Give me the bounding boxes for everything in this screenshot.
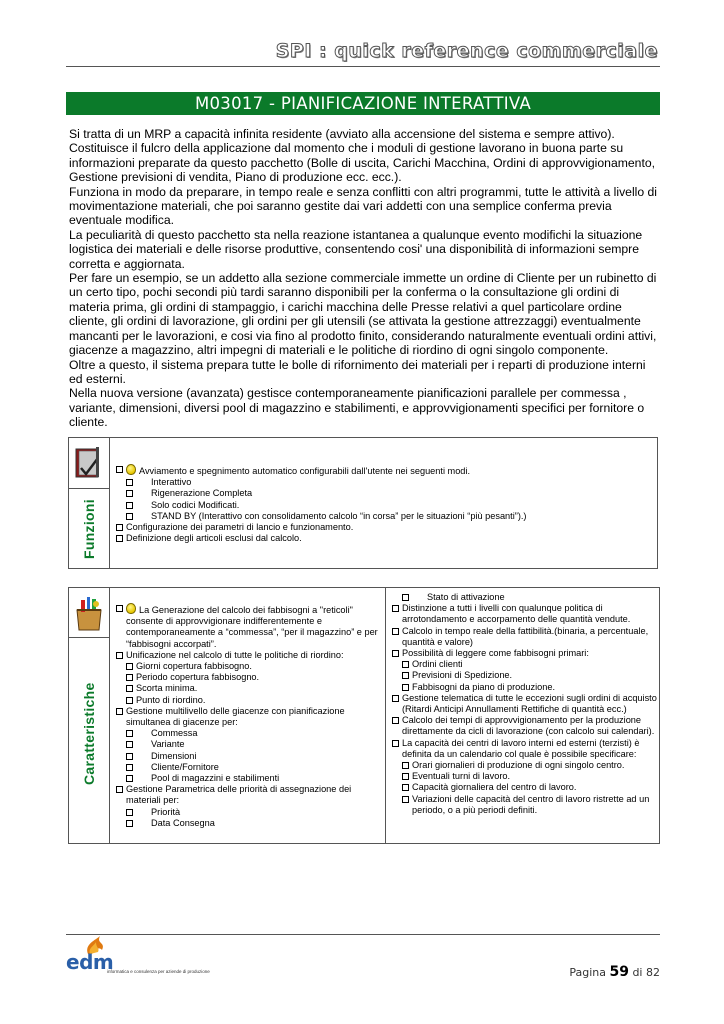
checkbox-icon <box>126 674 133 681</box>
list-item <box>115 773 381 784</box>
funzioni-box <box>68 437 658 569</box>
list-item <box>115 603 381 650</box>
list-item-text: Variazioni delle capacità del centro di lavoro ristrette ad un periodo, o a più periodi definiti. <box>412 793 650 815</box>
list-item <box>391 760 657 771</box>
list-item-text: STAND BY (Interattivo con consolidamento calcolo “in corsa” per le situazioni “più pesanti”).) <box>151 510 527 521</box>
list-item-text: La Generazione del calcolo dei fabbisogni a "reticoli" consente di approvvigionare indifferentemente e contemporaneamente a “commessa”, “per il magazzino” e per “fabbisogni accorpati”. <box>126 605 378 649</box>
list-item-text: Distinzione a tutti i livelli con qualunque politica di arrotondamento e accorpamento delle quantità vendute. <box>402 603 631 625</box>
checkbox-icon <box>402 762 409 769</box>
checkbox-icon <box>126 697 133 704</box>
checkbox-icon <box>116 605 123 612</box>
checkbox-icon <box>126 809 133 816</box>
header-title: SPI : quick reference commerciale <box>275 40 658 62</box>
list-item <box>115 488 655 499</box>
intro-text <box>69 127 661 430</box>
funzioni-list <box>115 464 655 544</box>
checkbox-icon <box>116 708 123 715</box>
funzioni-label: Funzioni <box>81 499 97 559</box>
list-item <box>115 661 381 672</box>
list-item-text: Data Consegna <box>151 817 215 828</box>
list-item-text: Calcolo dei tempi di approvvigionamento per la produzione direttamente da cicli di lavorazione (con calcolo sui calendari). <box>402 715 655 737</box>
list-item-text: Definizione degli articoli esclusi dal calcolo. <box>126 533 302 544</box>
caratteristiche-right-list <box>391 592 657 816</box>
list-item <box>115 650 381 661</box>
checkbox-icon <box>402 672 409 679</box>
list-item <box>115 522 655 533</box>
list-item-text: Gestione Parametrica delle priorità di assegnazione dei materiali per: <box>126 784 352 806</box>
list-item-text: Eventuali turni di lavoro. <box>412 771 511 782</box>
list-item-text: Configurazione dei parametri di lancio e funzionamento. <box>126 522 354 533</box>
intro-paragraph: Si tratta di un MRP a capacità infinita residente (avviato alla accensione del sistema e sempre attivo). <box>69 127 615 141</box>
list-item <box>115 762 381 773</box>
list-item-text: Calcolo in tempo reale della fattibilità.(binaria, a percentuale, quantità e valore) <box>402 625 649 647</box>
list-item-text: Interattivo <box>151 477 192 488</box>
list-item-text: Rigenerazione Completa <box>151 488 253 499</box>
list-item <box>391 693 657 715</box>
list-item <box>115 706 381 728</box>
list-item-text: Commessa <box>151 728 198 739</box>
checkbox-icon <box>116 786 123 793</box>
list-item <box>391 648 657 659</box>
section-banner: M03017 - PIANIFICAZIONE INTERATTIVA <box>66 92 660 115</box>
checkbox-icon <box>126 685 133 692</box>
caratteristiche-side <box>69 588 110 843</box>
checkbox-icon <box>126 490 133 497</box>
intro-paragraph: Per fare un esempio, se un addetto alla sezione commerciale immette un ordine di Cliente per un rubinetto di un certo tipo, pochi secondi più tardi saranno disponibili per la conferma o la consultazione gli ordini di materia prima, gli ordini di stampaggio, i carichi macchina delle Presse relativi a quel particolare ordine cliente, gli ordini di lavorazione, gli ordini per gli utensili (se attivata la gestione attrezzaggi) eventualmente mancanti per le lavorazioni, e cosi via fino al prodotto finito, considerando naturalmente eventuali ordini attivi, giacenze a magazzino, altri impegni di materiali e le politiche di riordino di ogni singolo componente. <box>69 271 657 358</box>
list-item-text: Gestione multilivello delle giacenze con pianificazione simultanea di giacenze per: <box>126 705 345 728</box>
checkbox-icon <box>126 513 133 520</box>
intro-paragraph: Costituisce il fulcro della applicazione dal momento che i moduli di gestione lavorano in buona parte su informazioni preparate da questo pacchetto (Bolle di uscita, Carichi Macchina, Ordini di approvvigionamento, Gestione previsioni di vendita, Piano di produzione ecc. ecc.). <box>69 141 655 185</box>
checkbox-icon <box>126 741 133 748</box>
intro-paragraph: Funziona in modo da preparare, in tempo reale e senza conflitti con altri programmi, tutte le attività a livello di movimentazione materiali, che poi saranno gestite dai vari addetti con una semplice conferma previa eventuale modifica. <box>69 184 658 228</box>
list-item <box>115 464 655 477</box>
list-item-text: Avviamento e spegnimento automatico configurabili dall'utente nei seguenti modi. <box>139 466 471 476</box>
checkbox-icon <box>126 753 133 760</box>
checkbox-icon <box>126 764 133 771</box>
checkbox-icon <box>402 594 409 601</box>
list-item-text: Giorni copertura fabbisogno. <box>136 661 252 672</box>
list-item-text: Unificazione nel calcolo di tutte le politiche di riordino: <box>126 649 344 660</box>
checkbox-icon <box>392 650 399 657</box>
list-item-text: Scorta minima. <box>136 683 198 694</box>
checkbox-icon <box>402 784 409 791</box>
checkbox-icon <box>126 479 133 486</box>
list-item <box>391 715 657 737</box>
intro-paragraph: Nella nuova versione (avanzata) gestisce contemporaneamente pianificazioni parallele per commessa , variante, dimensioni, diversi pool di magazzino e stabilimenti, e approvvigionamenti specifici per fornitore o cliente. <box>69 386 645 430</box>
checkbox-icon <box>402 661 409 668</box>
checkbox-icon <box>392 695 399 702</box>
checkbox-icon <box>392 628 399 635</box>
list-item <box>115 739 381 750</box>
list-item-text: Dimensioni <box>151 750 197 761</box>
list-item <box>115 533 655 544</box>
checkbox-icon <box>116 524 123 531</box>
list-item <box>391 626 657 648</box>
checkbox-icon <box>116 652 123 659</box>
list-item-text: Variante <box>151 739 185 750</box>
list-item <box>391 682 657 693</box>
caratteristiche-left-list <box>115 603 381 829</box>
list-item-text: Orari giornalieri di produzione di ogni singolo centro. <box>412 760 625 771</box>
list-item <box>115 807 381 818</box>
list-item-text: Stato di attivazione <box>427 592 505 602</box>
lightbulb-icon <box>126 464 136 475</box>
caratteristiche-label: Caratteristiche <box>81 682 97 786</box>
column-divider <box>385 588 386 843</box>
list-item <box>391 771 657 782</box>
list-item-text: Solo codici Modificati. <box>151 499 240 510</box>
list-item <box>391 670 657 681</box>
list-item <box>115 784 381 806</box>
list-item <box>115 818 381 829</box>
checkbox-icon <box>392 717 399 724</box>
list-item <box>115 683 381 694</box>
list-item-text: Priorità <box>151 806 181 817</box>
list-item-text: Fabbisogni da piano di produzione. <box>412 681 556 692</box>
checkbox-icon <box>116 466 123 473</box>
toolbox-icon <box>69 588 109 638</box>
logo-text: edm <box>66 950 114 974</box>
list-item <box>391 659 657 670</box>
list-item <box>391 738 657 760</box>
page-label: Pagina <box>569 966 606 979</box>
list-item <box>391 794 657 816</box>
lightbulb-icon <box>126 603 136 614</box>
page-number <box>569 964 660 980</box>
checkbox-icon <box>126 820 133 827</box>
list-item-text: Capacità giornaliera del centro di lavoro. <box>412 782 577 793</box>
list-item <box>115 511 655 522</box>
list-item <box>391 782 657 793</box>
checkbox-icon <box>126 730 133 737</box>
checkbox-icon <box>392 605 399 612</box>
list-item-text: Periodo copertura fabbisogno. <box>136 672 260 683</box>
list-item <box>115 500 655 511</box>
list-item <box>115 751 381 762</box>
header-divider <box>66 66 660 67</box>
checkbox-icon <box>402 796 409 803</box>
list-item-text: Ordini clienti <box>412 659 463 670</box>
list-item-text: La capacità dei centri di lavoro interni ed esterni (terzisti) è definita da un calendario col quale è possibile specificare: <box>402 737 640 759</box>
checkbox-icon <box>126 663 133 670</box>
page-total: di 82 <box>632 966 660 979</box>
checkbox-icon <box>116 535 123 542</box>
checkbox-icon <box>402 773 409 780</box>
list-item <box>391 592 657 603</box>
logo-tagline: informatica e consulenza per aziende di produzione <box>107 969 210 974</box>
intro-paragraph: La peculiarità di questo pacchetto sta nella reazione istantanea a qualunque evento modifichi la situazione logistica dei materiali e delle risorse produttive, consentendo cosi' una disponibilità di informazioni sempre corretta e aggiornata. <box>69 227 643 271</box>
page-current: 59 <box>609 964 629 980</box>
list-item <box>115 672 381 683</box>
list-item-text: Punto di riordino. <box>136 694 206 705</box>
list-item <box>115 695 381 706</box>
list-item <box>391 603 657 625</box>
caratteristiche-box <box>68 587 660 844</box>
intro-paragraph: Oltre a questo, il sistema prepara tutte le bolle di rifornimento dei materiali per i reparti di produzione interni ed esterni. <box>69 357 646 386</box>
list-item-text: Cliente/Fornitore <box>151 761 219 772</box>
funzioni-side <box>69 438 110 568</box>
list-item-text: Pool di magazzini e stabilimenti <box>151 773 280 784</box>
book-icon <box>69 438 109 489</box>
list-item-text: Gestione telematica di tutte le eccezioni sugli ordini di acquisto (Ritardi Anticipi Annullamenti Rettifiche di quantità ecc.) <box>402 692 657 715</box>
checkbox-icon <box>126 775 133 782</box>
footer-divider <box>66 934 660 935</box>
list-item <box>115 728 381 739</box>
checkbox-icon <box>126 502 133 509</box>
checkbox-icon <box>402 684 409 691</box>
checkbox-icon <box>392 740 399 747</box>
list-item <box>115 477 655 488</box>
list-item-text: Previsioni di Spedizione. <box>412 670 513 681</box>
list-item-text: Possibilità di leggere come fabbisogni primari: <box>402 648 589 659</box>
